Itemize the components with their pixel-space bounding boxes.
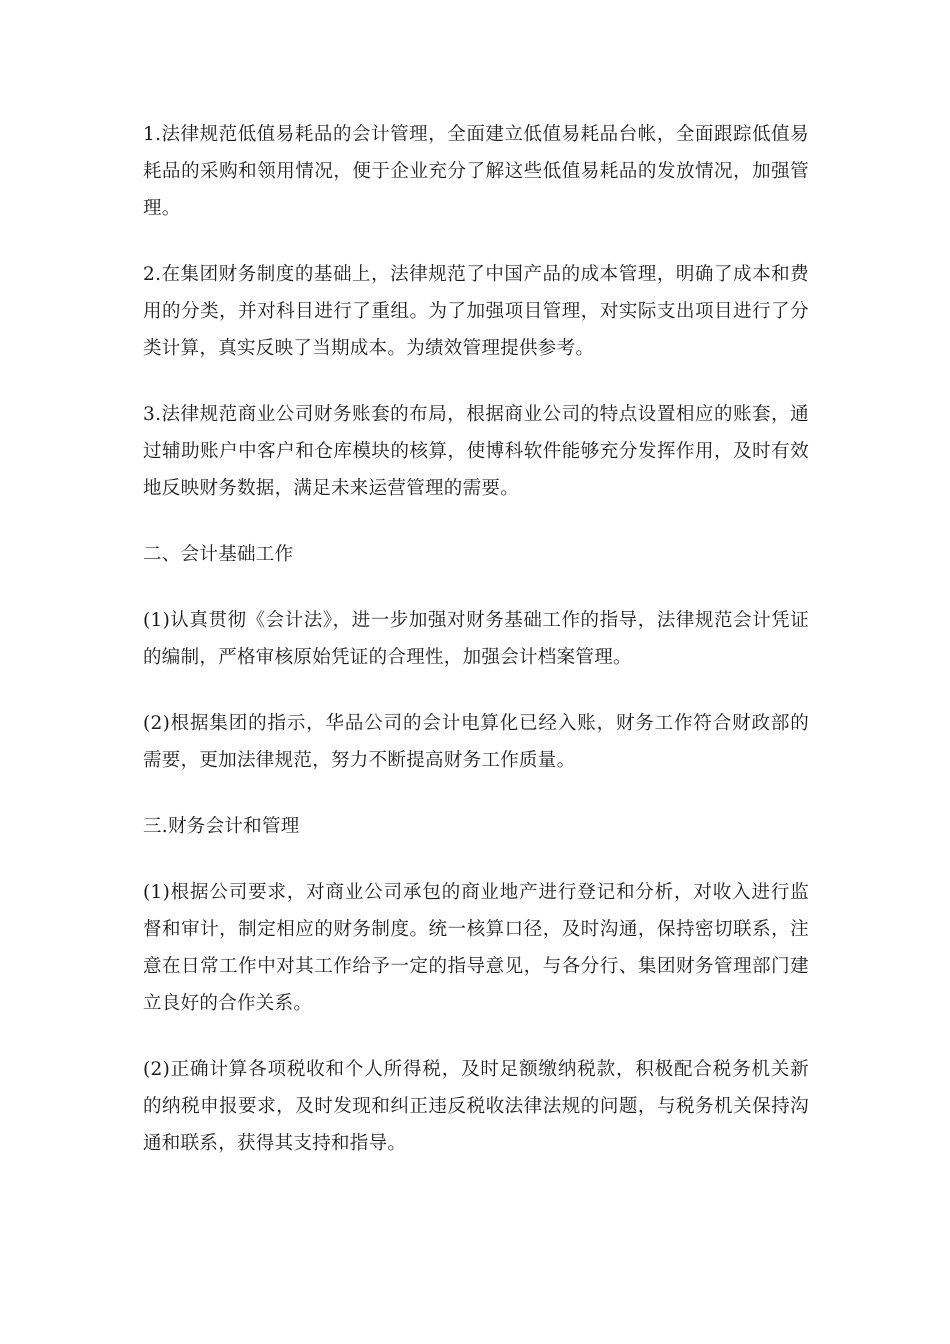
paragraph-cost-management: 2.在集团财务制度的基础上，法律规范了中国产品的成本管理，明确了成本和费用的分类，并对科目进行了重组。为了加强项目管理，对实际支出项目进行了分类计算，真实反映了当期成本。为绩效管理提供参考。 [143, 264, 809, 359]
section-heading-financial-accounting: 三.财务会计和管理 [143, 816, 300, 837]
paragraph-taxation: (2)正确计算各项税收和个人所得税，及时足额缴纳税款，积极配合税务机关新的纳税申报要求，及时发现和纠正违反税收法律法规的问题，与税务机关保持沟通和联系，获得其支持和指导。 [143, 1059, 809, 1154]
paragraph-commercial-property: (1)根据公司要求，对商业公司承包的商业地产进行登记和分析，对收入进行监督和审计，制定相应的财务制度。统一核算口径，及时沟通，保持密切联系，注意在日常工作中对其工作给予一定的指导意见，与各分行、集团财务管理部门建立良好的合作关系。 [143, 882, 809, 1014]
section-heading-accounting-basics: 二、会计基础工作 [143, 544, 294, 565]
paragraph-accounting-law: (1)认真贯彻《会计法》，进一步加强对财务基础工作的指导，法律规范会计凭证的编制，严格审核原始凭证的合理性，加强会计档案管理。 [143, 610, 809, 668]
paragraph-low-value-consumables: 1.法律规范低值易耗品的会计管理，全面建立低值易耗品台帐，全面跟踪低值易耗品的采购和领用情况，便于企业充分了解这些低值易耗品的发放情况，加强管理。 [143, 124, 809, 219]
paragraph-account-sets: 3.法律规范商业公司财务账套的布局，根据商业公司的特点设置相应的账套，通过辅助账户中客户和仓库模块的核算，使博科软件能够充分发挥作用，及时有效地反映财务数据，满足未来运营管理的需要。 [143, 404, 809, 499]
document-body [143, 116, 809, 1191]
paragraph-computerized-accounting: (2)根据集团的指示，华品公司的会计电算化已经入账，财务工作符合财政部的需要，更加法律规范，努力不断提高财务工作质量。 [143, 713, 809, 771]
